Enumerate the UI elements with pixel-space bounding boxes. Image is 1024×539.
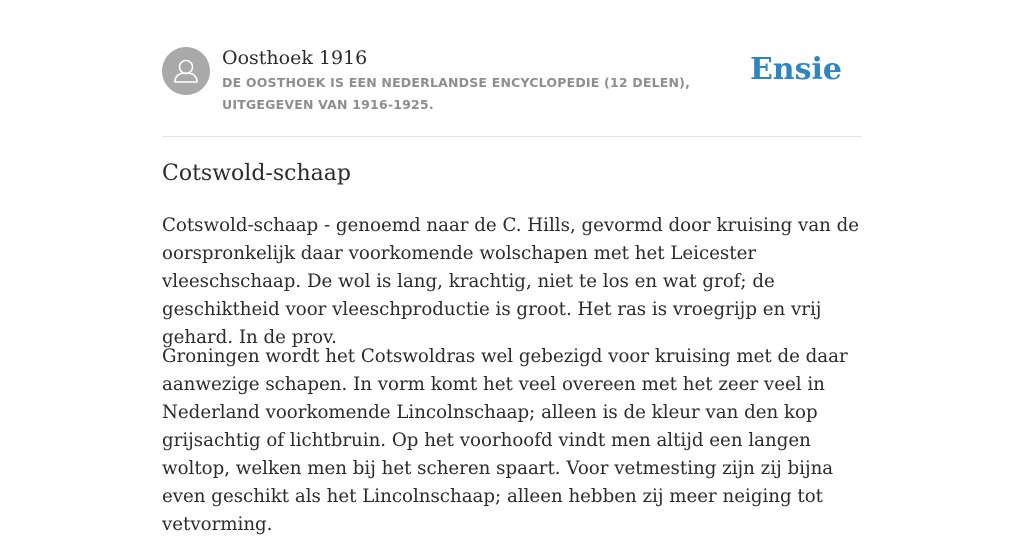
article-paragraph: Cotswold-schaap - genoemd naar de C. Hills, gevormd door kruising van de oorspronkelijk daar voorkomende wolschapen met het Leicester vleeschschaap. De wol is lang, krachtig, niet te los en wat grof; de geschiktheid voor vleeschproductie is groot. Het ras is vroegrijp en vrij gehard. In de prov. (162, 215, 860, 348)
avatar[interactable] (162, 47, 210, 95)
article-title: Cotswold-schaap (162, 161, 351, 186)
user-icon (162, 47, 210, 95)
brand-logo[interactable]: Ensie (749, 52, 842, 87)
source-title[interactable]: Oosthoek 1916 (222, 47, 368, 69)
source-description: DE OOSTHOEK IS EEN NEDERLANDSE ENCYCLOPEDIE (12 DELEN), UITGEGEVEN VAN 1916-1925. (222, 75, 691, 112)
source-header (162, 46, 862, 137)
article-paragraph: Groningen wordt het Cotswoldras wel gebezigd voor kruising met de daar aanwezige schapen. In vorm komt het veel overeen met het zeer veel in Nederland voorkomende Lincolnschaap; alleen is de kleur van den kop grijsachtig of lichtbruin. Op het voorhoofd vindt men altijd een langen woltop, welken men bij het scheren spaart. Voor vetmesting zijn zij bijna even geschikt als het Lincolnschaap; alleen hebben zij meer neiging tot vetvorming. (162, 346, 848, 535)
